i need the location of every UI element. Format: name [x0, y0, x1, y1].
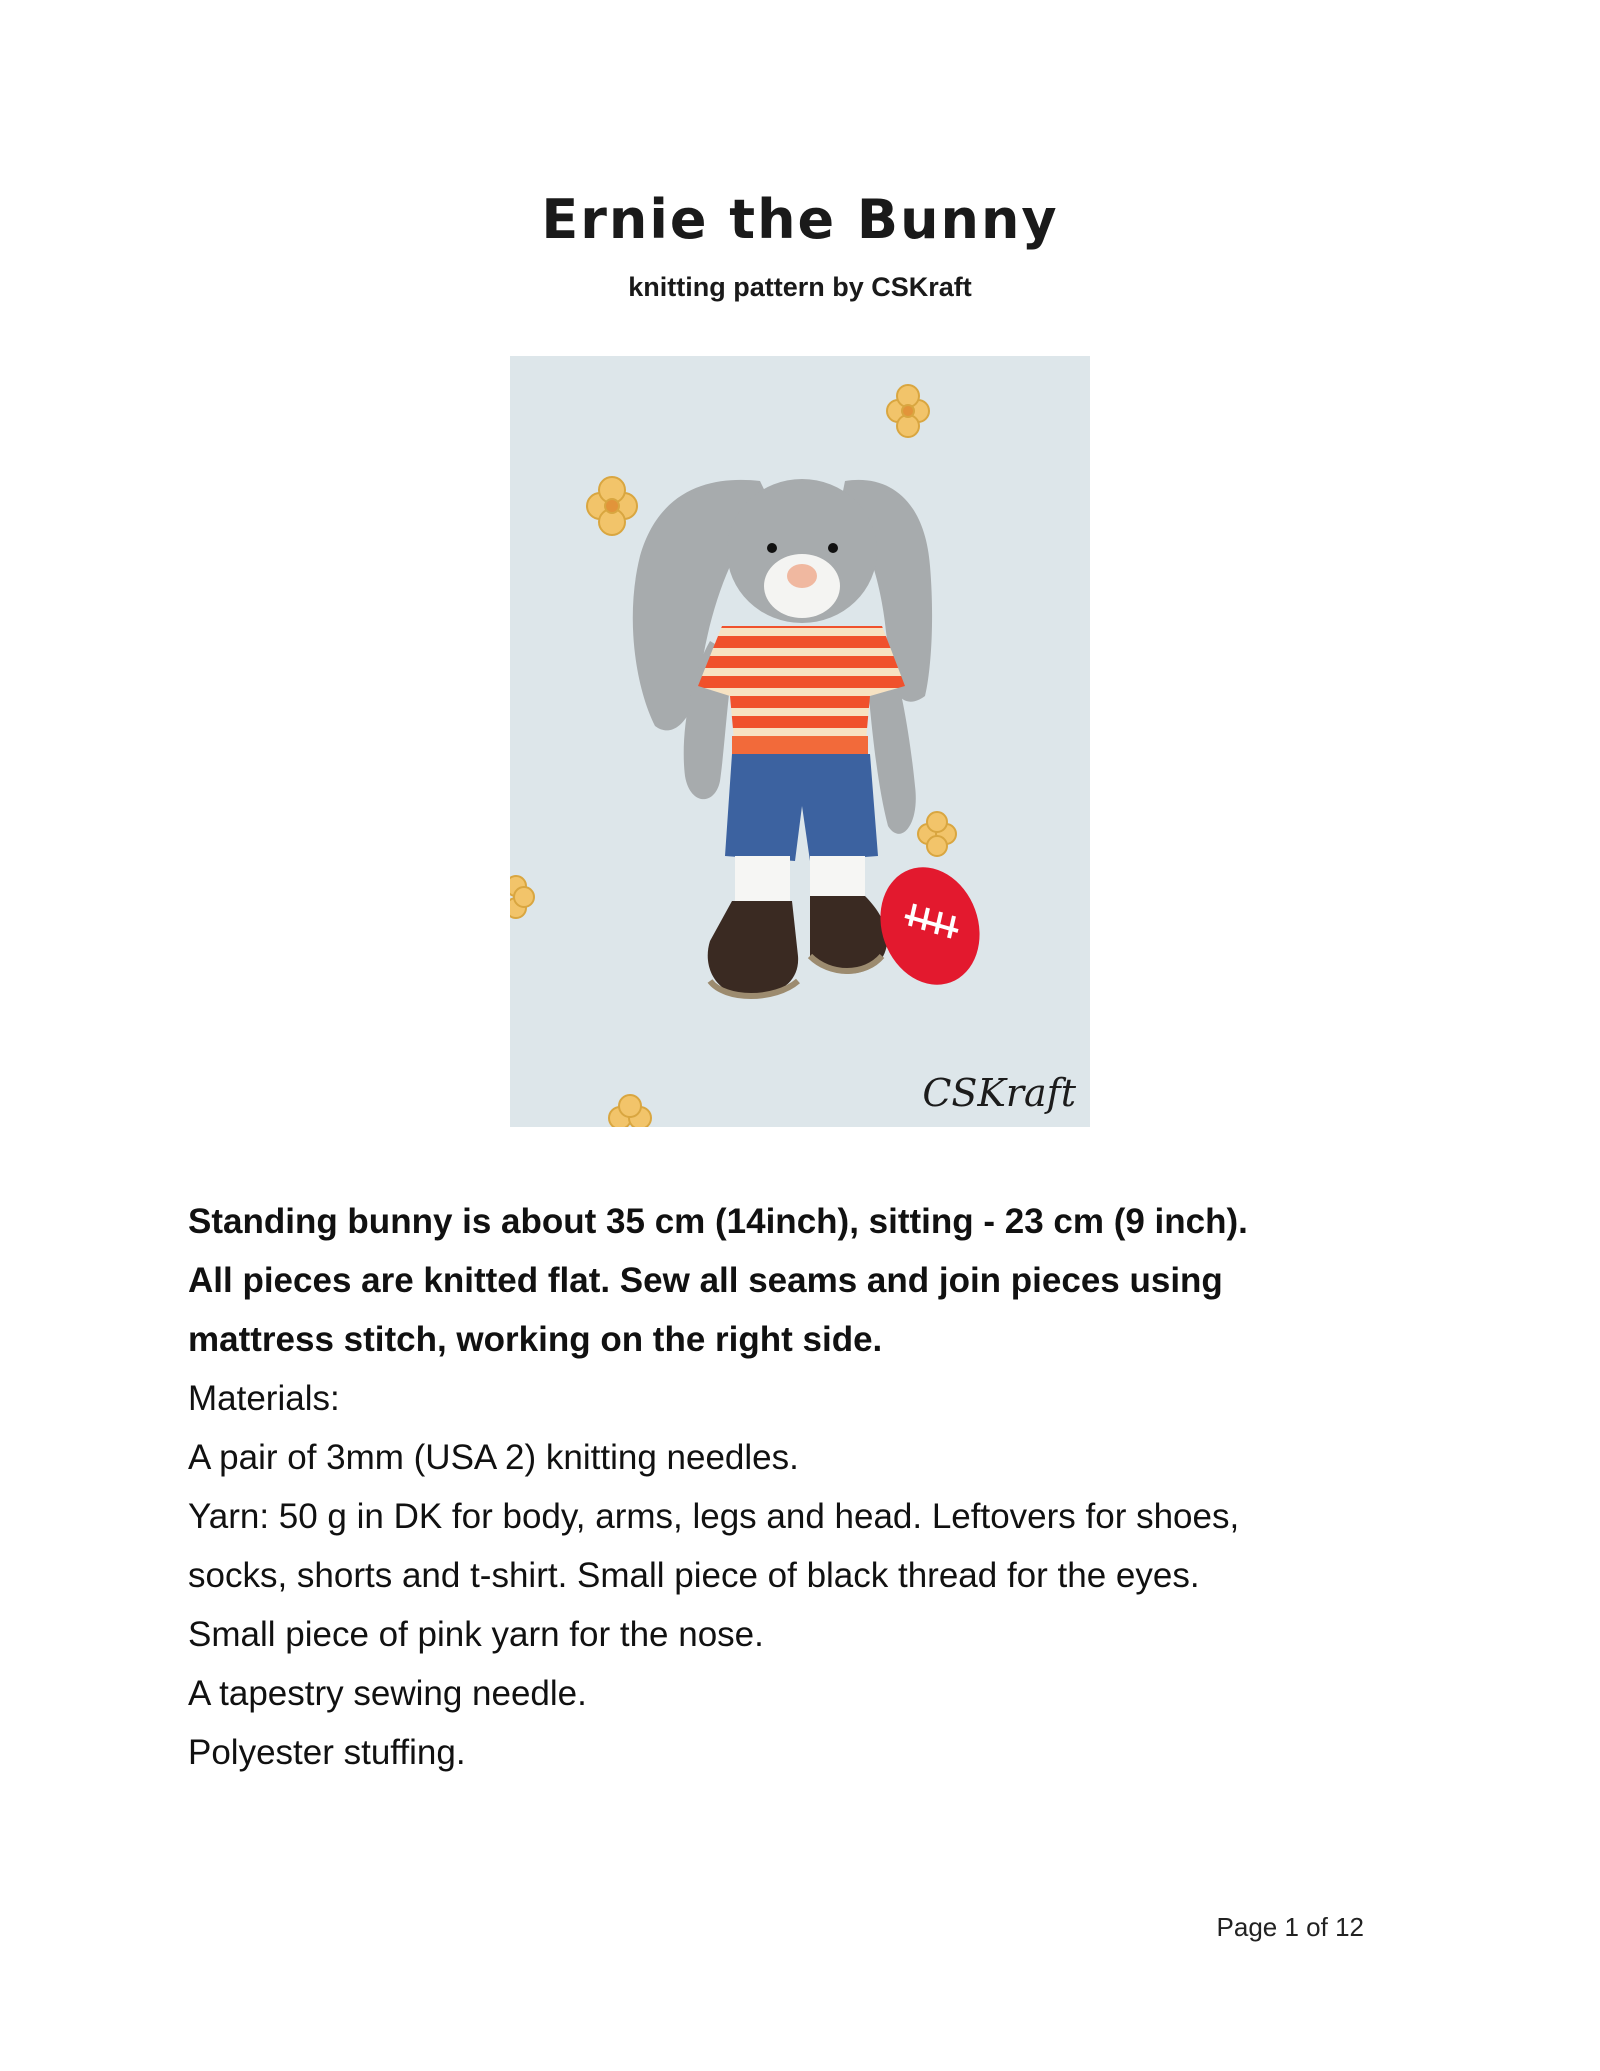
shirt-waistband — [732, 736, 868, 754]
materials-line: socks, shorts and t-shirt. Small piece of black thread for the eyes. — [188, 1556, 1200, 1595]
materials-line: Yarn: 50 g in DK for body, arms, legs and head. Leftovers for shoes, — [188, 1497, 1240, 1536]
bunny-photo — [510, 356, 1090, 1127]
right-eye — [828, 543, 838, 553]
left-sock — [735, 856, 790, 906]
bunny-illustration — [510, 356, 1090, 1127]
intro-line: All pieces are knitted flat. Sew all seams and join pieces using — [188, 1261, 1223, 1300]
page-number: Page 1 of 12 — [1216, 1912, 1364, 1942]
page-subtitle: knitting pattern by CSKraft — [628, 272, 972, 302]
photo-watermark: CSKraft — [922, 1071, 1076, 1115]
materials-line: A pair of 3mm (USA 2) knitting needles. — [188, 1438, 799, 1477]
intro-line: mattress stitch, working on the right side. — [188, 1320, 883, 1359]
nose — [787, 564, 817, 588]
materials-line: A tapestry sewing needle. — [188, 1674, 587, 1713]
materials-line: Polyester stuffing. — [188, 1733, 466, 1772]
left-eye — [767, 543, 777, 553]
intro-line: Standing bunny is about 35 cm (14inch), sitting - 23 cm (9 inch). — [188, 1202, 1248, 1241]
intro-text — [188, 1192, 1428, 1369]
materials-line: Small piece of pink yarn for the nose. — [188, 1615, 764, 1654]
page-title: Ernie the Bunny — [541, 188, 1059, 251]
materials-section — [188, 1369, 1438, 1782]
materials-heading: Materials: — [188, 1379, 340, 1418]
